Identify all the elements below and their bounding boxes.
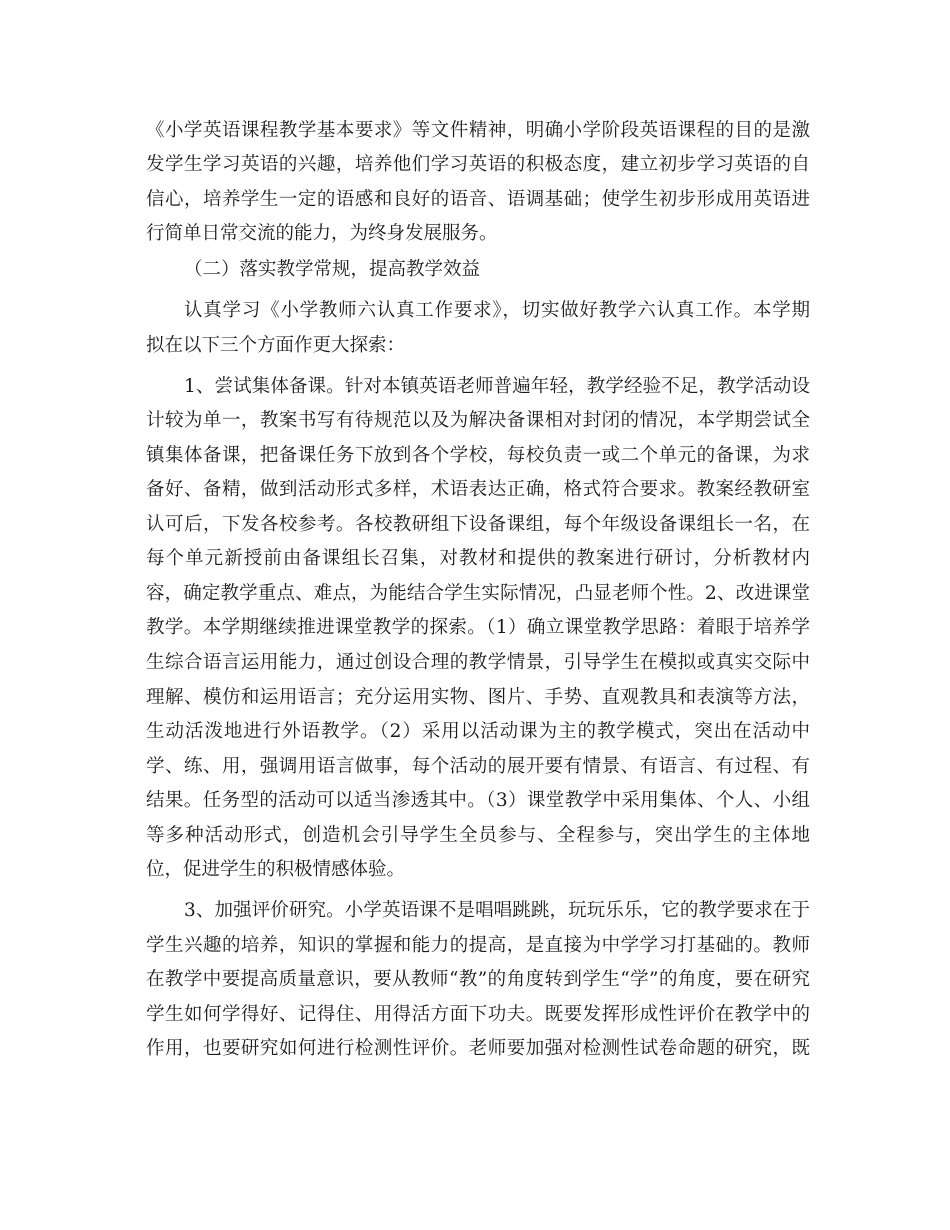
body-text-line: 认可后，下发各校参考。各校教研组下设备课组，每个年级设备课组长一名，在 — [146, 514, 810, 535]
body-text-line: 理解、模仿和运用语言；充分运用实物、图片、手势、直观教具和表演等方法， — [146, 687, 810, 708]
body-text-line: 结果。任务型的活动可以适当渗透其中。（3）课堂教学中采用集体、个人、小组 — [146, 790, 810, 811]
body-text-line: 《小学英语课程教学基本要求》等文件精神，明确小学阶段英语课程的目的是激 — [146, 120, 810, 141]
body-text-line: 拟在以下三个方面作更大探索： — [146, 335, 406, 356]
body-text-line: 位，促进学生的积极情感体验。 — [146, 859, 406, 880]
body-text-line: 学、练、用，强调用语言做事，每个活动的展开要有情景、有语言、有过程、有 — [146, 756, 810, 777]
body-text-line: 等多种活动形式，创造机会引导学生全员参与、全程参与，突出学生的主体地 — [146, 825, 810, 846]
body-text-line: 信心，培养学生一定的语感和良好的语音、语调基础；使学生初步形成用英语进 — [146, 189, 810, 210]
body-text-line: 每个单元新授前由备课组长召集，对教材和提供的教案进行研讨，分析教材内 — [146, 548, 810, 569]
body-text-line: 学生兴趣的培养，知识的掌握和能力的提高，是直接为中学学习打基础的。教师 — [146, 935, 810, 956]
body-text-line: 在教学中要提高质量意识，要从教师“教”的角度转到学生“学”的角度，要在研究 — [146, 969, 810, 990]
body-text-line: 行简单日常交流的能力，为终身发展服务。 — [146, 223, 498, 244]
body-text-line: 发学生学习英语的兴趣，培养他们学习英语的积极态度，建立初步学习英语的自 — [146, 154, 810, 175]
body-text-line: 容，确定教学重点、难点，为能结合学生实际情况，凸显老师个性。2、改进课堂 — [146, 583, 810, 604]
body-text-line: 3、加强评价研究。小学英语课不是唱唱跳跳，玩玩乐乐，它的教学要求在于 — [184, 900, 810, 921]
body-text-line: 教学。本学期继续推进课堂教学的探索。（1）确立课堂教学思路：着眼于培养学 — [146, 617, 810, 638]
body-text-line: 学生如何学得好、记得住、用得活方面下功夫。既要发挥形成性评价在教学中的 — [146, 1004, 810, 1025]
body-text-line: 作用，也要研究如何进行检测性评价。老师要加强对检测性试卷命题的研究，既 — [146, 1038, 810, 1059]
body-text-line: 生动活泼地进行外语教学。（2）采用以活动课为主的教学模式，突出在活动中 — [146, 721, 810, 742]
body-text-line: 计较为单一，教案书写有待规范以及为解决备课相对封闭的情况，本学期尝试全 — [146, 410, 810, 431]
body-text-line: 备好、备精，做到活动形式多样，术语表达正确，格式符合要求。教案经教研室 — [146, 479, 810, 500]
body-text-line: 镇集体备课，把备课任务下放到各个学校，每校负责一或二个单元的备课，为求 — [146, 445, 810, 466]
section-heading: （二）落实教学常规，提高教学效益 — [184, 259, 481, 280]
body-text-line: 认真学习《小学教师六认真工作要求》，切实做好教学六认真工作。本学期 — [184, 300, 810, 321]
body-text-line: 生综合语言运用能力，通过创设合理的教学情景，引导学生在模拟或真实交际中 — [146, 652, 810, 673]
body-text-line: 1、尝试集体备课。针对本镇英语老师普遍年轻，教学经验不足，教学活动设 — [184, 376, 810, 397]
